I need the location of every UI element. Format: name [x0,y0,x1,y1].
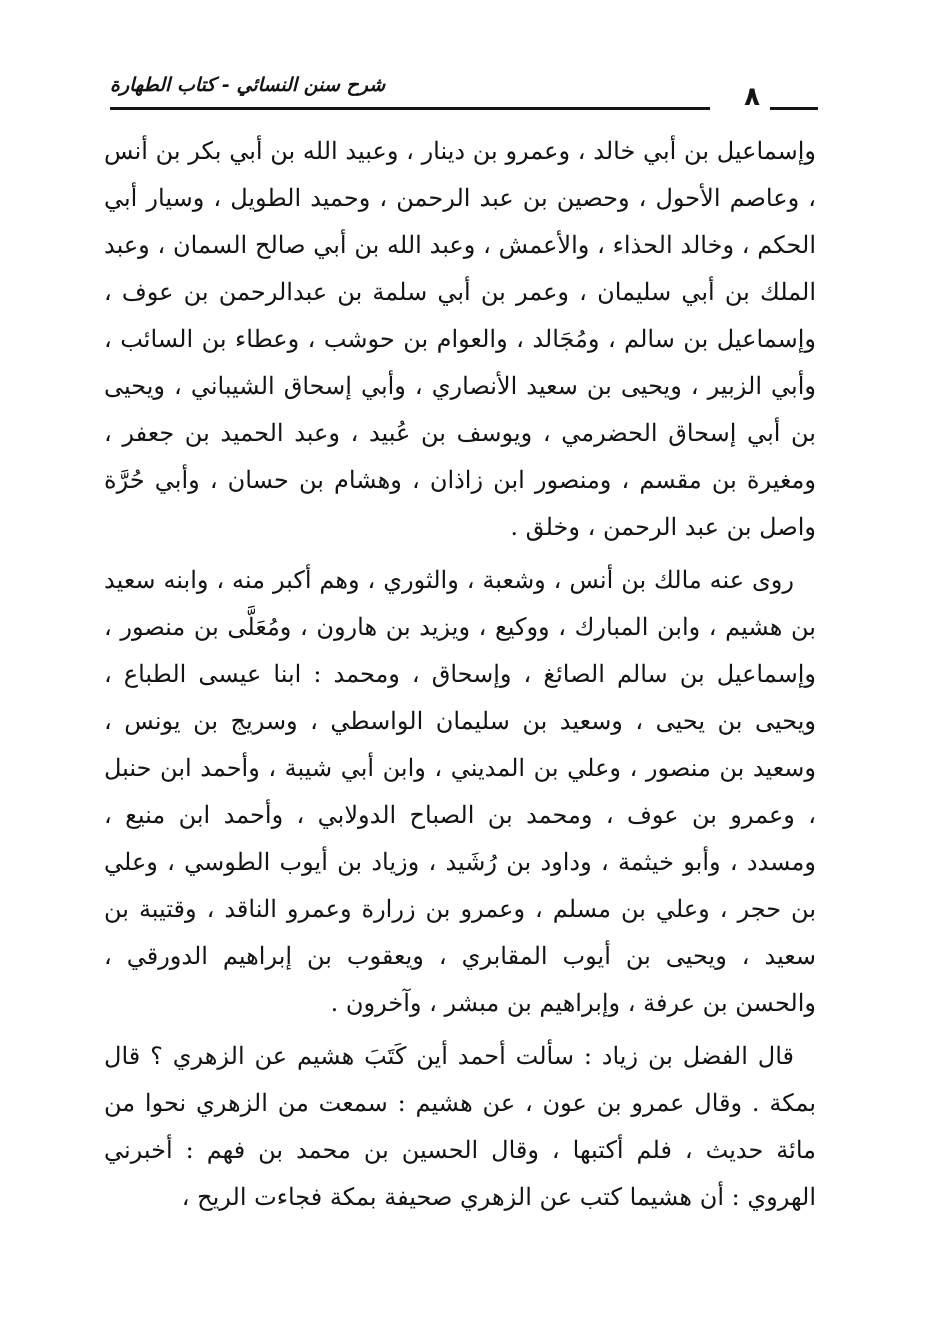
paragraph-narrators-to: روى عنه مالك بن أنس ، وشعبة ، والثوري ، وهم أكبر منه ، وابنه سعيد بن هشيم ، وابن المبارك ، ووكيع ، ويزيد بن هارون ، ومُعَلَّى بن منصور ، وإسماعيل بن سالم الصائغ ، وإسحاق ، ومحمد : ابنا عيسى الطباع ، ويحيى بن يحيى ، وسعيد بن سليمان الواسطي ، وسريج بن يونس ، وسعيد بن منصور ، وعلي بن المديني ، وابن أبي شيبة ، وأحمد ابن حنبل ، وعمرو بن عوف ، ومحمد بن الصباح الدولابي ، وأحمد ابن منيع ، ومسدد ، وأبو خيثمة ، وداود بن رُشَيد ، وزياد بن أيوب الطوسي ، وعلي بن حجر ، وعلي بن مسلم ، وعمرو بن زرارة وعمرو الناقد ، وقتيبة بن سعيد ، ويحيى بن أيوب المقابري ، ويعقوب بن إبراهيم الدورقي ، والحسن بن عرفة ، وإبراهيم بن مبشر ، وآخرون . [104,566,816,1017]
page-number-rule [770,107,818,110]
page-number: ٨ [744,82,760,112]
page-header [110,68,818,112]
running-head: شرح سنن النسائي - كتاب الطهارة [110,74,386,96]
paragraph-narrators-from: وإسماعيل بن أبي خالد ، وعمرو بن دينار ، وعبيد الله بن أبي بكر بن أنس ، وعاصم الأحول ، وحصين بن عبد الرحمن ، وحميد الطويل ، وسيار أبي الحكم ، وخالد الحذاء ، والأعمش ، وعبد الله بن أبي صالح السمان ، وعبد الملك بن أبي سليمان ، وعمر بن أبي سلمة بن عبدالرحمن بن عوف ، وإسماعيل بن سالم ، ومُجَالد ، والعوام بن حوشب ، وعطاء بن السائب ، وأبي الزبير ، ويحيى بن سعيد الأنصاري ، وأبي إسحاق الشيباني ، ويحيى بن أبي إسحاق الحضرمي ، ويوسف بن عُبيد ، وعبد الحميد بن جعفر ، ومغيرة بن مقسم ، ومنصور ابن زاذان ، وهشام بن حسان ، وأبي حُرَّة واصل بن عبد الرحمن ، وخلق . [104,137,816,541]
header-rule [110,107,710,110]
paragraph-zuhri-account: قال الفضل بن زياد : سألت أحمد أين كَتَبَ هشيم عن الزهري ؟ قال بمكة . وقال عمرو بن عون ، عن هشيم : سمعت من الزهري نحوا من مائة حديث ، فلم أكتبها ، وقال الحسين بن محمد بن فهم : أخبرني الهروي : أن هشيما كتب عن الزهري صحيفة بمكة فجاءت الريح ، [104,1042,816,1211]
body-text [104,128,816,1221]
